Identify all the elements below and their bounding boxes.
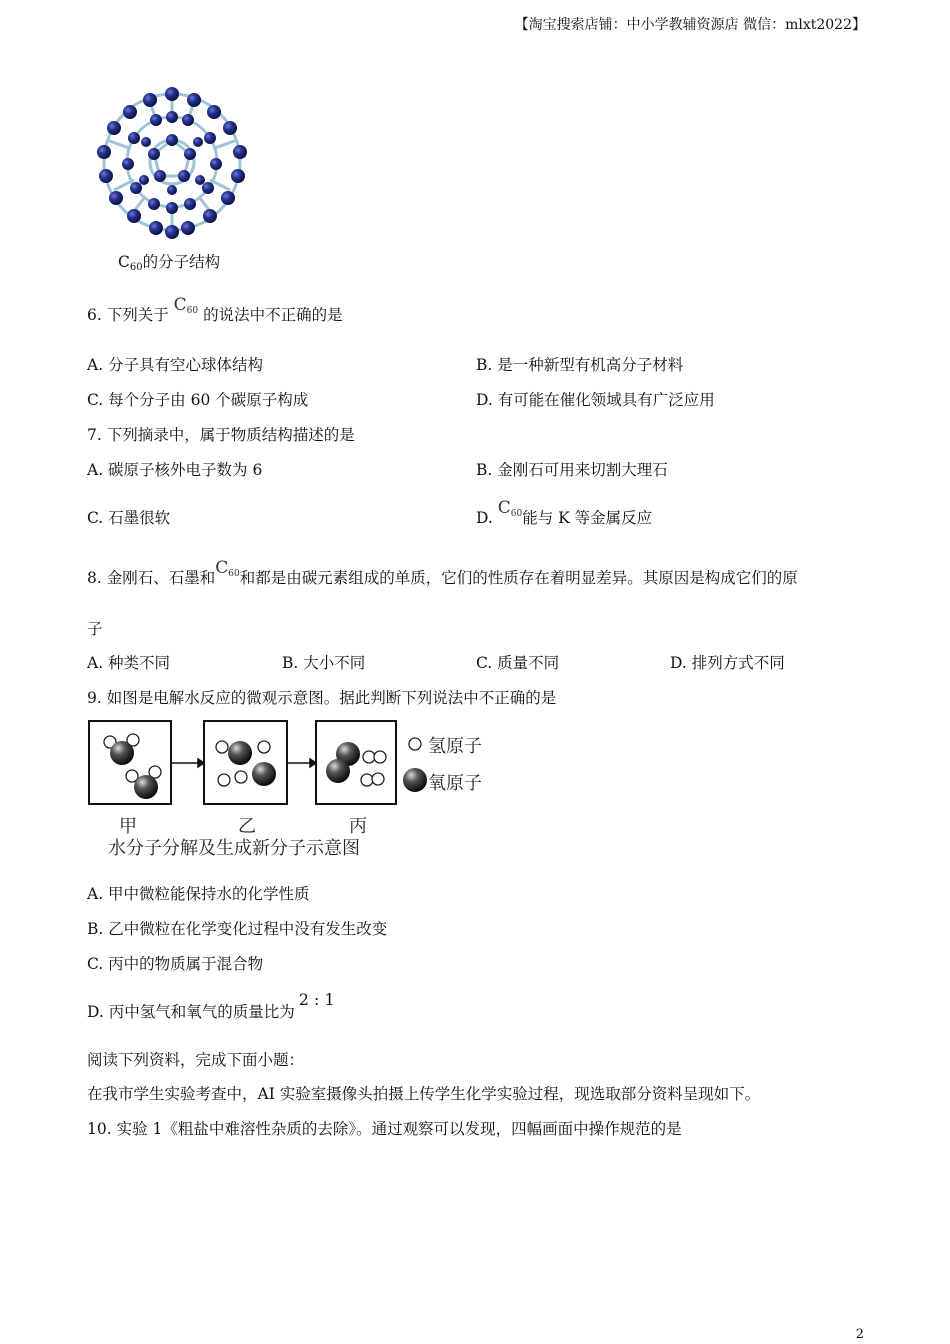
- q7-option-b: B. 金刚石可用来切割大理石: [476, 461, 668, 479]
- reading-text: 在我市学生实验考查中，AI 实验室摄像头拍摄上传学生化学实验过程，现选取部分资料呈现如下。: [87, 1085, 761, 1103]
- box-label-bing: 丙: [349, 816, 367, 837]
- q9-option-d: D. 丙中氢气和氧气的质量比为2 : 1: [87, 990, 335, 1021]
- q9-stem: 9. 如图是电解水反应的微观示意图。据此判断下列说法中不正确的是: [87, 689, 557, 707]
- q6-option-b: B. 是一种新型有机高分子材料: [476, 356, 684, 374]
- q8-option-c: C. 质量不同: [476, 654, 560, 672]
- diagram-caption: 水分子分解及生成新分子示意图: [108, 838, 360, 859]
- q9-option-a: A. 甲中微粒能保持水的化学性质: [87, 885, 310, 903]
- q8-option-d: D. 排列方式不同: [670, 654, 785, 672]
- q8-option-b: B. 大小不同: [282, 654, 366, 672]
- c60-molecule-image: [84, 80, 264, 249]
- q6-stem: [87, 295, 343, 326]
- q6-stem-post: 的说法中不正确的是: [203, 306, 343, 324]
- q7-option-d: D. $C_{60}$能与 K 等金属反应: [476, 498, 653, 527]
- page-number: 2: [855, 1327, 864, 1342]
- c60-molecule-drawing: [84, 80, 264, 245]
- q6-chem-formula: $C_{60}$: [173, 295, 199, 316]
- c60-caption-text: 的分子结构: [142, 253, 221, 271]
- box-label-yi: 乙: [238, 816, 256, 837]
- page-header: 【淘宝搜索店铺：中小学教辅资源店 微信：mlxt2022】: [514, 17, 866, 33]
- legend-hydrogen-label: 氢原子: [428, 736, 482, 757]
- q9-option-c: C. 丙中的物质属于混合物: [87, 955, 264, 973]
- c60-caption-subscript: 60: [129, 262, 143, 273]
- q6-stem-pre: 6. 下列关于: [87, 306, 169, 324]
- q8-option-a: A. 种类不同: [87, 654, 171, 672]
- q7-option-c: C. 石墨很软: [87, 509, 171, 527]
- reading-intro: 阅读下列资料，完成下面小题：: [87, 1051, 305, 1069]
- q8-chem-formula: $C_{60}$: [215, 558, 240, 579]
- box-label-jia: 甲: [119, 816, 137, 837]
- q6-option-c: C. 每个分子由 60 个碳原子构成: [87, 391, 309, 409]
- oxygen-atom-legend-icon: [403, 768, 427, 792]
- q9-d-ratio: 2 : 1: [298, 990, 335, 1009]
- q7-d-chem-formula: $C_{60}$: [497, 498, 523, 519]
- q7-stem: 7. 下列摘录中，属于物质结构描述的是: [87, 426, 355, 444]
- q9-option-b: B. 乙中微粒在化学变化过程中没有发生改变: [87, 920, 388, 938]
- c60-caption-symbol: C: [118, 253, 130, 271]
- q6-option-d: D. 有可能在催化领域具有广泛应用: [476, 391, 715, 409]
- q6-option-a: A. 分子具有空心球体结构: [87, 356, 264, 374]
- q7-option-a: A. 碳原子核外电子数为 6: [87, 461, 263, 479]
- legend-oxygen-label: 氧原子: [428, 773, 482, 794]
- q8-stem: 8. 金刚石、石墨和$C_{60}$和都是由碳元素组成的单质，它们的性质存在着明显差异。其原因是构成它们的原: [87, 558, 798, 587]
- q8-stem-line2: 子: [87, 620, 103, 638]
- q10-stem: 10. 实验 1《粗盐中难溶性杂质的去除》。通过观察可以发现，四幅画面中操作规范的是: [87, 1120, 682, 1138]
- hydrogen-atom-legend-icon: [409, 738, 421, 750]
- c60-caption: [118, 250, 220, 273]
